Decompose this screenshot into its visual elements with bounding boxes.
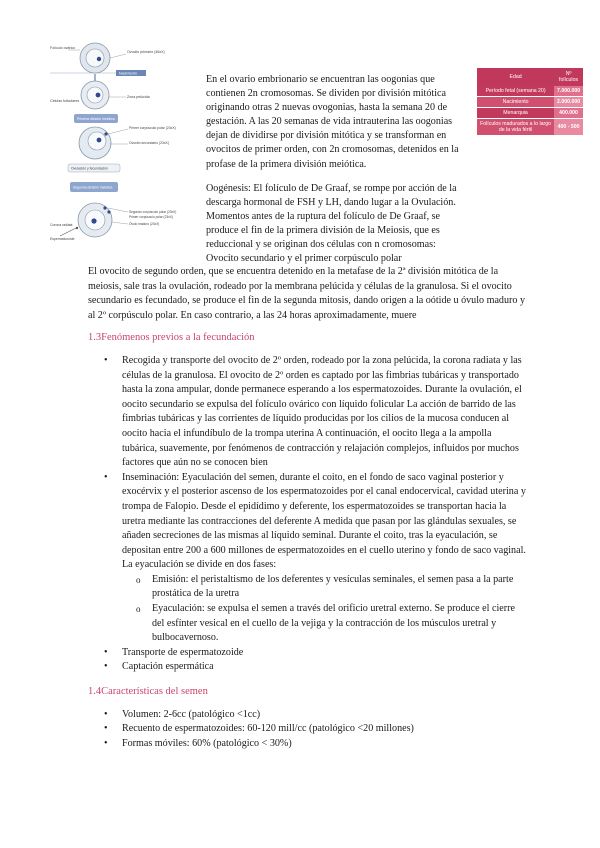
follicle-count-table bbox=[477, 68, 583, 136]
list-item-text: Captación espermática bbox=[122, 661, 214, 673]
sub-list-item: o Eyaculación: se expulsa el semen a través del orificio uretral externo. Se produce el cierre del esfínter vesical en el cuello de la vejiga y la contracción de los músculos uretral y bulbocavernoso. bbox=[152, 602, 526, 646]
section-heading-fenomenos: 1.3Fenómenos previos a la fecundación bbox=[88, 332, 255, 344]
list-item: • Formas móviles: 60% (patológico < 30%) bbox=[122, 737, 526, 752]
label-nacimiento: Nacimiento bbox=[119, 71, 137, 76]
label-celulas: Células foliculares bbox=[50, 99, 80, 103]
label-primera-div: Primera división meiótica bbox=[77, 117, 115, 121]
list-item bbox=[122, 660, 526, 675]
label-foliculo: Folículo ovárico bbox=[50, 46, 76, 50]
body-paragraph: El ovocito de segundo orden, que se encuentra detenido en la metafase de la 2ª división mitótica de la meiosis, sale tras la ovulación, rodeado por la membrana pelúcida y células de la granulosa. Si el ovocito secundario es fecundado, se produce el fin de la segunda mitosis, dando origen a la oótide u óvulo maduro y al 2º corpúsculo polar. En caso contrario, a las 24 horas aproximadamente, muere bbox=[88, 266, 525, 321]
table-row bbox=[477, 86, 583, 97]
label-espermatozoide: Espermatozoide bbox=[50, 237, 75, 241]
list-item bbox=[122, 471, 526, 646]
label-ovulacion: Ovulación y fecundación bbox=[71, 166, 108, 171]
list-item bbox=[122, 646, 526, 661]
table-cell-age: Período fetal (semana 20) bbox=[477, 86, 554, 97]
main-body bbox=[88, 265, 526, 751]
list-item-text: Recogida y transporte del ovocito de 2º orden, rodeado por la zona pelúcida, la corona radiata y las células de la granulosa. El ovocito de 2º orden es captado por las fimbrias tubáricas y transportado hasta la zona ampular, donde permanece esperando a los espermatozoides. Durante la ovulación, el oocito secundario se expulsa del folículo ovárico con líquido folicular La acción de barrido de las fimbrias tubáricas y las corrientes de líquido producidas por los cilios de la mucosa conducen al oocito hacia el infundíbulo de la trompa uterina A continuación, el oocito llega a la ampolla tubárica, suavemente, por fenómenos de contracción y relajación complejos, influidos por muchos factores que aún no se conocen bien bbox=[122, 354, 522, 469]
table-header-row bbox=[477, 68, 583, 86]
table-row bbox=[477, 119, 583, 136]
table-cell-age: Menarquia bbox=[477, 108, 554, 119]
table-header-count: Nº folículos bbox=[554, 68, 583, 86]
section-heading-semen: 1.4Características del semen bbox=[88, 686, 208, 698]
list-item bbox=[122, 354, 526, 471]
follicle-top-drawing bbox=[80, 43, 110, 73]
intro-text bbox=[206, 73, 466, 266]
fenomenos-list bbox=[88, 354, 526, 675]
table-row bbox=[477, 108, 583, 119]
label-ovocito-sec: Ovocito secundario (23xX) bbox=[129, 141, 169, 145]
label-zona: Zona pelúcida bbox=[127, 95, 150, 99]
follicle-second-drawing bbox=[81, 81, 109, 109]
intro-paragraph-2: Oogénesis: El folículo de De Graaf, se rompe por acción de la descarga hormonal de FSH y LH, dando lugar a la Ovulación. Momentos antes de la ruptura del folículo de De Graaf, se produce el fin de la primera división de la Meiosis, que es reduccional y se originan dos células con n cromosomas: Ovocito secundario y el primer corpúsculo polar bbox=[206, 182, 457, 265]
follicle-third-drawing bbox=[79, 127, 111, 159]
label-ovulo: Óvulo maduro (23xX) bbox=[129, 222, 160, 226]
eyaculacion-phases-list bbox=[122, 573, 526, 646]
intro-paragraph-1: En el ovario embrionario se encuentran las oogonias que contienen 2n cromosomas. Se dividen por división mitótica originando otras 2 nuevas ovogonias, hasta la semana 20 de gestación. A las 20 semanas de vida intrauterina las oogonias dejan de dividirse por división mitótica y se transforman en ovocitos de primer orden, con 2n cromosomas, detenidos en la profase de la primera división meiótica. bbox=[206, 74, 459, 170]
semen-list bbox=[88, 708, 526, 752]
list-item-text: Inseminación: Eyaculación del semen, durante el coito, en el fondo de saco vaginal posterior y exocérvix y el posterior ascenso de los espermatozoides por el canal endocervical, cavidad uterina y trompa de Falopio. Desde el epidídimo y deferente, los espermatozoides se transportan hacia la uretra mediante las contracciones del deferente A medida que pasan por las glándulas sexuales, se añaden secreciones de las mismas al líquido seminal. Durante el coito, tras la eyaculación, se depositan entre 200 a 600 millones de espermatozoides en el cuello uterino y fondo de saco vaginal. La eyaculación se divide en dos fases: bbox=[122, 471, 526, 571]
label-ovocito-primario: Ovocito primario (46xX) bbox=[127, 50, 165, 54]
label-cuerpo-polar-primer: Primer corpúsculo polar (23xX) bbox=[129, 215, 173, 219]
table-cell-count: 400 - 500 bbox=[554, 119, 583, 136]
table-cell-age: Folículos madurados a lo largo de la vida fértil bbox=[477, 119, 554, 136]
table-cell-count: 2.000.000 bbox=[554, 97, 583, 108]
oogenesis-diagram bbox=[50, 40, 198, 268]
label-cuerpo-polar2: Segundo corpúsculo polar (23xX) bbox=[129, 210, 177, 214]
fertilization-drawing bbox=[60, 203, 112, 237]
label-corona: Corona radiata bbox=[50, 223, 73, 227]
table-cell-count: 7.000.000 bbox=[554, 86, 583, 97]
list-item: • Recuento de espermatozoides: 60-120 mill/cc (patológico <20 millones) bbox=[122, 722, 526, 737]
table-row bbox=[477, 97, 583, 108]
list-item-text: Transporte de espermatozoide bbox=[122, 646, 244, 658]
label-segunda-div: Segunda división meiótica bbox=[73, 185, 113, 190]
label-cuerpo-polar1: Primer corpúsculo polar (23xX) bbox=[129, 126, 176, 130]
table-cell-count: 400.000 bbox=[554, 108, 583, 119]
sub-list-item: o Emisión: el peristaltismo de los deferentes y vesículas seminales, el semen pasa a la parte prostática de la uretra bbox=[152, 573, 526, 602]
table-header-age: Edad bbox=[477, 68, 554, 86]
list-item: • Volumen: 2-6cc (patológico <1cc) bbox=[122, 708, 526, 723]
table-cell-age: Nacimiento bbox=[477, 97, 554, 108]
